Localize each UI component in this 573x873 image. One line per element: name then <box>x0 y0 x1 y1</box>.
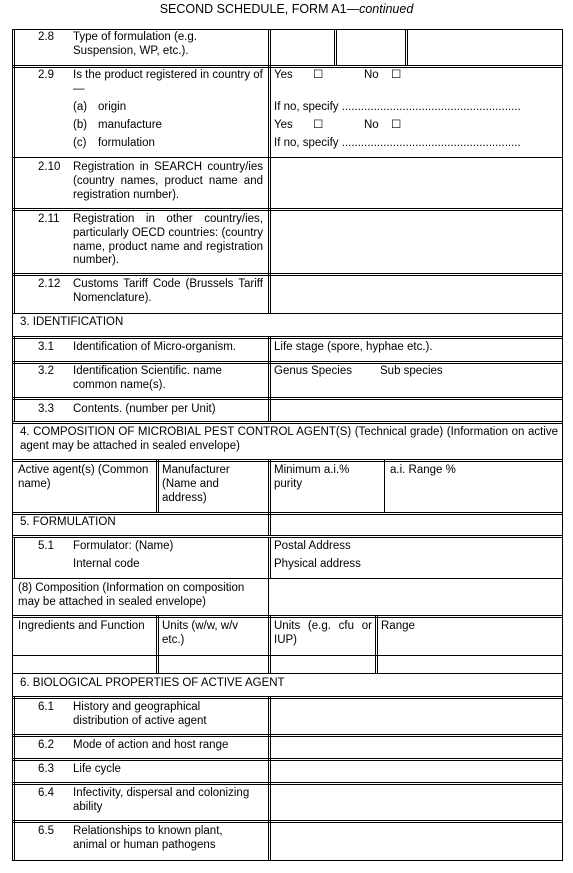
section-heading-biological: 6. BIOLOGICAL PROPERTIES OF ACTIVE AGENT <box>20 677 285 689</box>
section-heading-identification: 3. IDENTIFICATION <box>20 316 124 328</box>
item-label: Contents. (number per Unit) <box>73 403 216 415</box>
item-label: Infectivity, dispersal and colonizing ability <box>73 787 250 813</box>
no-checkbox[interactable]: ☐ <box>391 119 402 131</box>
specify-field[interactable]: If no, specify ........................................................ <box>274 137 521 149</box>
item-number: 6.3 <box>38 763 54 775</box>
item-label: History and geographical distribution of active agent <box>73 701 207 727</box>
item-number: 6.4 <box>38 787 54 799</box>
sub-item-text: manufacture <box>98 119 162 131</box>
col-manufacturer: Manufacturer (Name and address) <box>162 464 230 504</box>
internal-code-label: Internal code <box>73 558 140 570</box>
col-units-cfu: Units (e.g. cfu or IUP) <box>274 620 372 646</box>
item-number: 2.12 <box>38 278 61 290</box>
yes-checkbox[interactable]: ☐ <box>313 119 324 131</box>
sub-species-label: Sub species <box>380 365 443 377</box>
sub-item-text: origin <box>98 101 127 113</box>
col-ai-range: a.i. Range % <box>390 464 456 476</box>
yes-label: Yes <box>274 119 293 131</box>
item-number: 2.11 <box>38 213 60 225</box>
item-number: 3.2 <box>38 365 54 377</box>
sub-item-label: (a) <box>73 101 88 113</box>
col-active-agent: Active agent(s) (Common name) <box>18 464 149 490</box>
item-label: Identification of Micro-organism. <box>73 341 236 353</box>
item-label: Mode of action and host range <box>73 739 229 751</box>
section-heading-formulation: 5. FORMULATION <box>20 516 116 528</box>
item-number: 3.1 <box>38 341 54 353</box>
sub-item-label: (b) <box>73 119 88 131</box>
item-label: Registration in SEARCH country/ies (country names, product name and registration number). <box>73 161 263 201</box>
life-stage-label: Life stage (spore, hyphae etc.). <box>274 341 433 353</box>
formulator-label: Formulator: (Name) <box>73 540 174 552</box>
col-units-ww: Units (w/w, w/v etc.) <box>162 620 239 646</box>
genus-species-label: Genus Species <box>274 365 352 377</box>
no-checkbox[interactable]: ☐ <box>391 69 402 81</box>
specify-field[interactable]: If no, specify ........................................................ <box>274 101 521 113</box>
item-label: Registration in other country/ies, particularly OECD countries: (country name, product name and registration number). <box>73 213 263 267</box>
col-min-purity: Minimum a.i.% purity <box>274 464 350 490</box>
col-ingredients: Ingredients and Function <box>18 620 145 632</box>
item-label: Identification Scientific. name common name(s). <box>73 365 222 391</box>
item-number: 6.5 <box>38 825 54 837</box>
item-label: Relationships to known plant, animal or human pathogens <box>73 825 223 851</box>
item-label: Is the product registered in country of— <box>73 69 263 95</box>
no-label: No <box>364 69 379 81</box>
item-number: 2.10 <box>38 161 61 173</box>
sub-item-text: formulation <box>98 137 155 149</box>
col-range: Range <box>381 620 415 632</box>
section-heading-composition: 4. COMPOSITION OF MICROBIAL PEST CONTROL AGENT(S) (Technical grade) (Information on active agent may be attached in sealed envelope) <box>20 426 558 452</box>
item-label: Life cycle <box>73 763 121 775</box>
yes-checkbox[interactable]: ☐ <box>313 69 324 81</box>
physical-address-label: Physical address <box>274 558 361 570</box>
item-label: Type of formulation (e.g. Suspension, WP, etc.). <box>73 31 198 57</box>
yes-label: Yes <box>274 69 293 81</box>
item-number: 2.8 <box>38 31 54 43</box>
item-number: 5.1 <box>38 540 54 552</box>
page-title: SECOND SCHEDULE, FORM A1—continued <box>159 2 414 16</box>
item-number: 6.2 <box>38 739 54 751</box>
no-label: No <box>364 119 379 131</box>
postal-address-label: Postal Address <box>274 540 351 552</box>
item-number: 3.3 <box>38 403 54 415</box>
item-number: 2.9 <box>38 69 54 81</box>
composition-label: (8) Composition (Information on composition may be attached in sealed envelope) <box>18 582 245 608</box>
item-number: 6.1 <box>38 701 54 713</box>
item-label: Customs Tariff Code (Brussels Tariff Nomenclature). <box>73 278 263 304</box>
sub-item-label: (c) <box>73 137 87 149</box>
